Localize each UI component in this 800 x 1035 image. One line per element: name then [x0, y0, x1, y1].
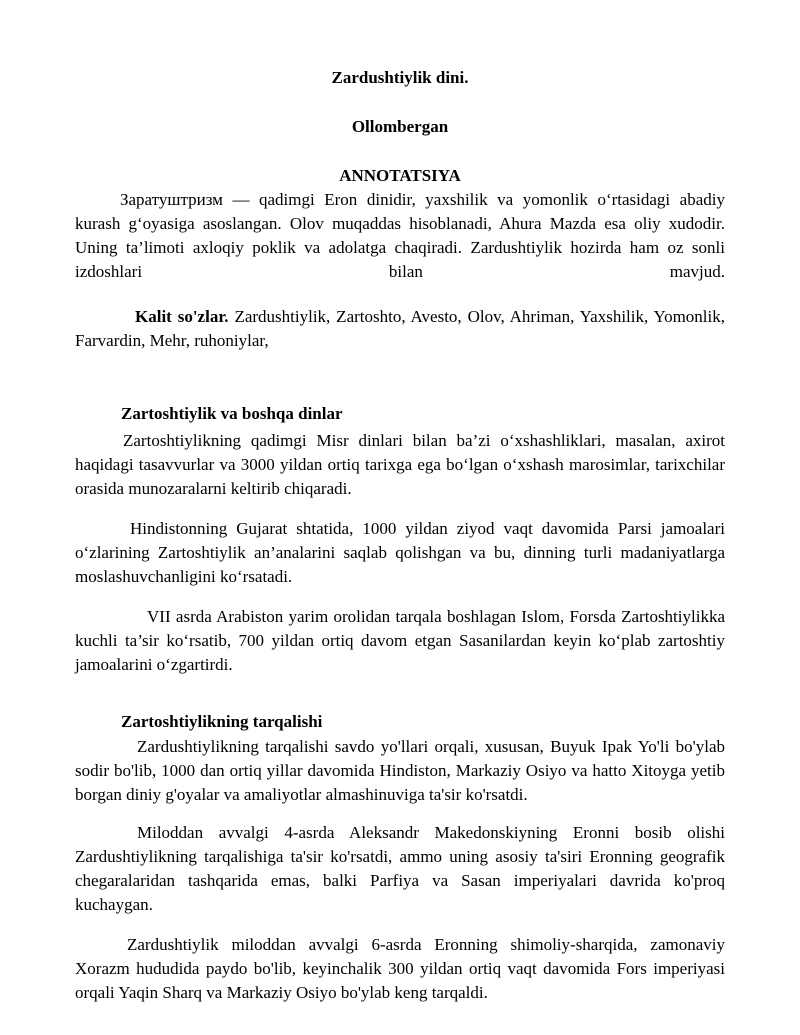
- section2-paragraph-2: Miloddan avvalgi 4-asrda Aleksandr Makedonskiyning Eronni bosib olishi Zardushtiylikning tarqalishiga ta'sir ko'rsatdi, ammo uning asosiy ta'siri Eronning geografik chegaralaridan tashqarida emas, balki Parfiya va Sasan imperiyalari davrida ko'proq kuchaygan.: [75, 823, 725, 914]
- section1-paragraph-2: Hindistonning Gujarat shtatida, 1000 yildan ziyod vaqt davomida Parsi jamoalari o‘zlarining Zartoshtiylik an’analarini saqlab qolishgan va bu, dinning turli madaniyatlarga moslashuvchanligini ko‘rsatadi.: [75, 519, 725, 586]
- section-heading-other-religions: Zartoshtiylik va boshqa dinlar: [121, 404, 343, 423]
- section2-paragraph-3: Zardushtiylik miloddan avvalgi 6-asrda Eronning shimoliy-sharqida, zamonaviy Xorazm hududida paydo bo'lib, keyinchalik 300 yildan ortiq vaqt davomida Fors imperiyasi orqali Yaqin Sharq va Markaziy Osiyo bo'ylab keng tarqaldi.: [75, 935, 725, 1002]
- annotation-heading: ANNOTATSIYA: [339, 166, 461, 185]
- section2-paragraph-1: Zardushtiylikning tarqalishi savdo yo'llari orqali, xususan, Buyuk Ipak Yo'li bo'ylab sodir bo'lib, 1000 dan ortiq yillar davomida Hindiston, Markaziy Osiyo va hatto Xitoyga yetib borgan diniy g'oyalar va amaliyotlar almashinuviga ta'sir ko'rsatdi.: [75, 737, 725, 804]
- keywords-paragraph: [75, 305, 725, 353]
- keywords-label: Kalit so'zlar.: [135, 307, 229, 326]
- annotation-paragraph: Заратуштризм — qadimgi Eron dinidir, yaxshilik va yomonlik o‘rtasidagi abadiy kurash g‘oyasiga asoslangan. Olov muqaddas hisoblanadi, Ahura Mazda esa oliy xudodir. Uning ta’limoti axloqiy poklik va adolatga chaqiradi. Zardushtiylik hozirda ham oz sonli izdoshlari bilan mavjud.: [75, 190, 725, 281]
- section1-paragraph-1: Zartoshtiylikning qadimgi Misr dinlari bilan ba’zi o‘xshashliklari, masalan, axirot haqidagi tasavvurlar va 3000 yildan ortiq tarixga ega bo‘lgan o‘xshash marosimlar, tarixchilar orasida munozaralarni keltirib chiqaradi.: [75, 431, 725, 498]
- author-name: Ollombergan: [351, 117, 449, 136]
- keywords-list: Zardushtiylik, Zartoshto, Avesto, Olov, Ahriman, Yaxshilik, Yomonlik, Farvardin, Mehr, ruhoniylar,: [75, 307, 725, 350]
- section1-paragraph-3: VII asrda Arabiston yarim orolidan tarqala boshlagan Islom, Forsda Zartoshtiylikka kuchli ta’sir ko‘rsatib, 700 yildan ortiq davom etgan Sasanilardan keyin ko‘plab zartoshtiy jamoalarini o‘zgartirdi.: [75, 607, 725, 674]
- section-heading-spread: Zartoshtiylikning tarqalishi: [121, 712, 323, 731]
- document-title: Zardushtiylik dini.: [331, 68, 469, 87]
